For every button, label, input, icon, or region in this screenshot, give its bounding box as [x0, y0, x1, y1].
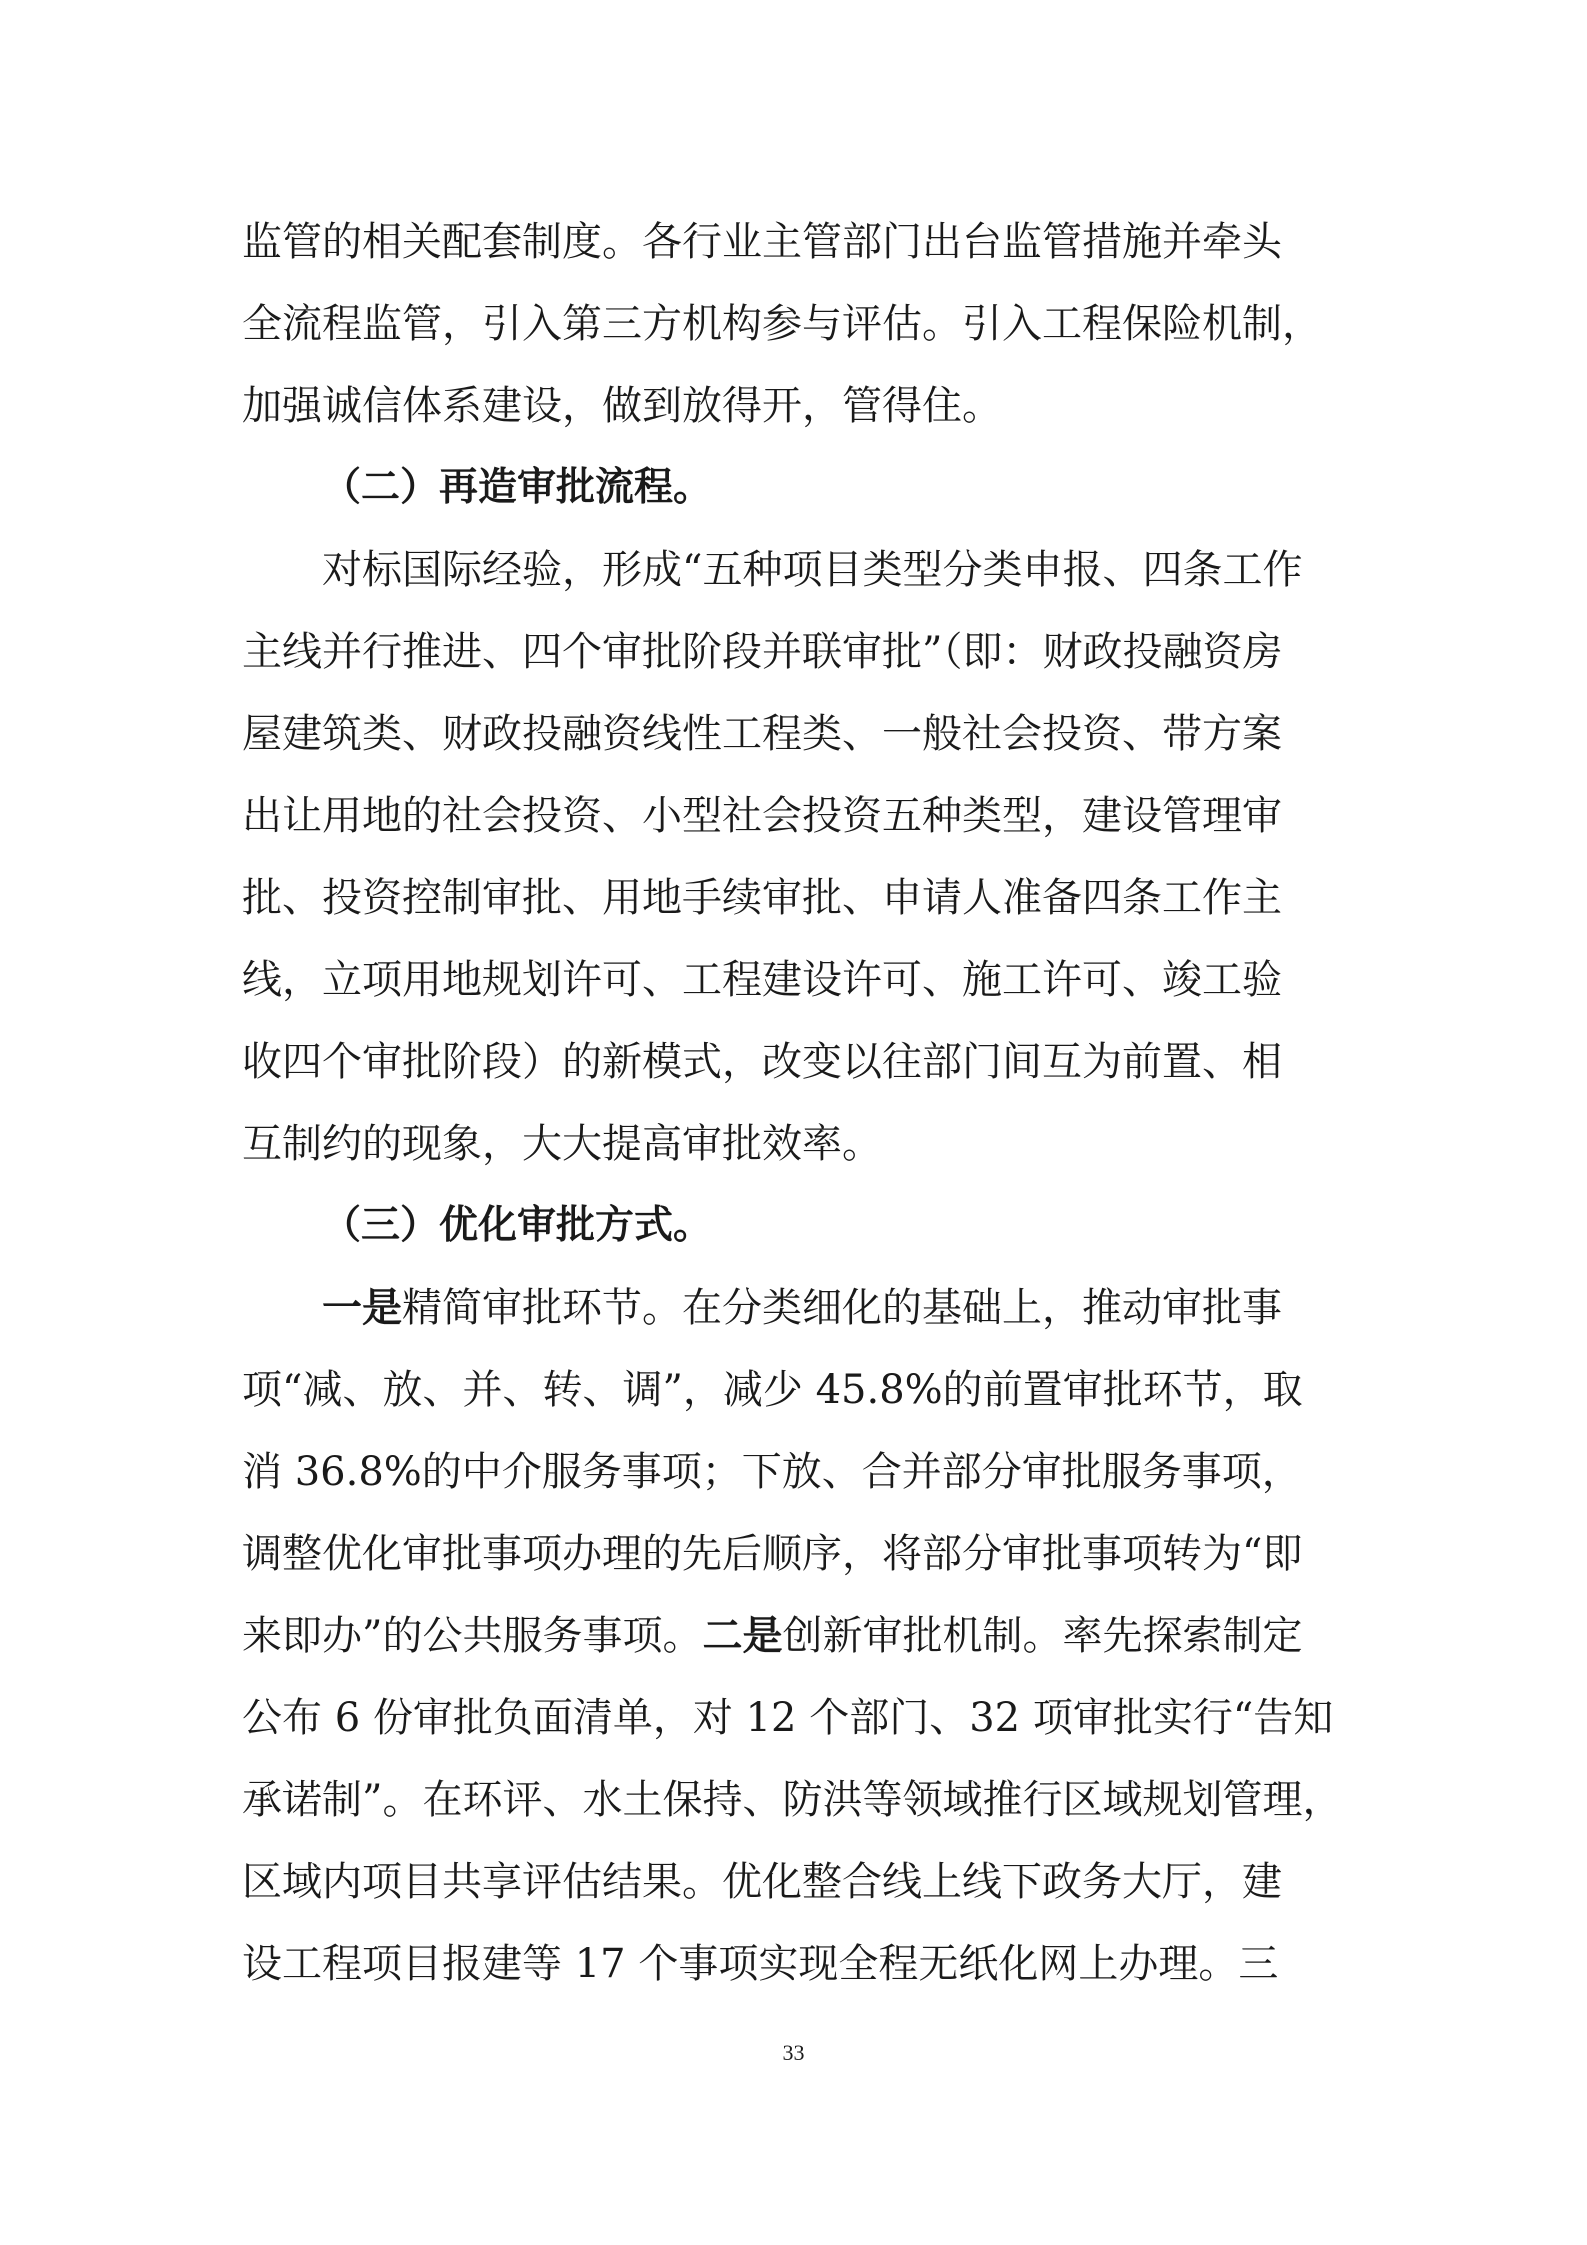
body-line	[322, 1284, 1282, 1332]
body-line	[242, 1612, 1302, 1660]
body-line: 加强诚信体系建设，做到放得开，管得住。	[242, 383, 1002, 429]
page-number: 33	[782, 2040, 805, 2065]
body-line: 主线并行推进、四个审批阶段并联审批”（即：财政投融资房	[242, 629, 1283, 675]
body-line: 出让用地的社会投资、小型社会投资五种类型，建设管理审	[242, 793, 1282, 839]
body-line: 公布 6 份审批负面清单，对 12 个部门、32 项审批实行“告知	[242, 1695, 1334, 1741]
body-line: 收四个审批阶段）的新模式，改变以往部门间互为前置、相	[242, 1039, 1282, 1085]
body-line: 区域内项目共享评估结果。优化整合线上线下政务大厅，建	[242, 1859, 1282, 1905]
body-line: 批、投资控制审批、用地手续审批、申请人准备四条工作主	[242, 875, 1282, 921]
body-text: 创新审批机制。率先探索制定	[782, 1613, 1303, 1659]
body-line: 项“减、放、并、转、调”，减少 45.8%的前置审批环节，取	[242, 1367, 1303, 1413]
body-line: 对标国际经验，形成“五种项目类型分类申报、四条工作	[322, 547, 1303, 593]
body-line: 线，立项用地规划许可、工程建设许可、施工许可、竣工验	[242, 957, 1282, 1003]
lead-marker: 二是	[702, 1612, 783, 1659]
body-line: 监管的相关配套制度。各行业主管部门出台监管措施并牵头	[242, 219, 1282, 265]
body-line: 全流程监管，引入第三方机构参与评估。引入工程保险机制，	[242, 301, 1322, 347]
body-line: 设工程项目报建等 17 个事项实现全程无纸化网上办理。三	[242, 1941, 1279, 1987]
body-line: 调整优化审批事项办理的先后顺序，将部分审批事项转为“即	[242, 1531, 1303, 1577]
section-heading-2: （二）再造审批流程。	[322, 465, 713, 510]
body-line: 承诺制”。在环评、水土保持、防洪等领域推行区域规划管理，	[242, 1777, 1343, 1823]
body-text: 精简审批环节。在分类细化的基础上，推动审批事	[402, 1285, 1282, 1331]
lead-marker: 一是	[322, 1284, 402, 1331]
body-line: 屋建筑类、财政投融资线性工程类、一般社会投资、带方案	[242, 711, 1282, 757]
section-heading-3: （三）优化审批方式。	[322, 1203, 713, 1248]
body-text: 来即办”的公共服务事项。	[242, 1613, 703, 1659]
body-line: 消 36.8%的中介服务事项；下放、合并部分审批服务事项，	[242, 1449, 1302, 1495]
body-line: 互制约的现象，大大提高审批效率。	[242, 1121, 882, 1167]
